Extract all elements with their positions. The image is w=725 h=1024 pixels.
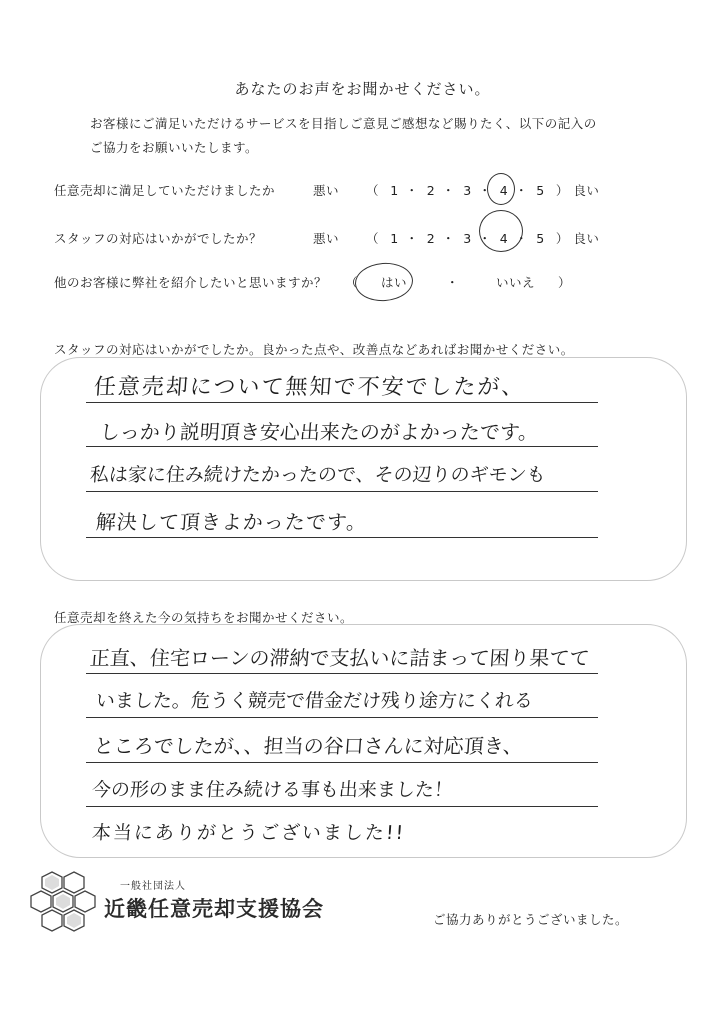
ruled-line (86, 446, 598, 447)
ruled-line (86, 491, 598, 492)
referral-close-paren: ） (557, 275, 571, 290)
rating-close-paren: ） (555, 231, 569, 246)
rating-option[interactable]: 2 (426, 183, 436, 198)
rating-open-paren: （ (365, 231, 379, 246)
section1-label: スタッフの対応はいかがでしたか。良かった点や、改善点などあればお聞かせください。 (54, 342, 574, 357)
rating-option[interactable]: 4 (499, 183, 509, 198)
question-referral: 他のお客様に弊社を紹介したいと思いますか？ (54, 275, 328, 290)
handwritten-line: しっかり説明頂き安心出来たのがよかったです。 (99, 420, 540, 444)
rating-satisfaction: 悪い （ 1 ・ 2 ・ 3 ・ 4 ・ 5 ） 良い (313, 183, 600, 198)
rating-option[interactable]: 2 (426, 231, 436, 246)
ruled-line (86, 717, 598, 718)
ruled-line (86, 806, 598, 807)
handwritten-line: 今の形のまま住み続ける事も出来ました！ (91, 779, 454, 801)
rating-option[interactable]: 1 (390, 231, 399, 246)
intro-line-1: お客様にご満足いただけるサービスを目指しご意見ご感想など賜りたく、以下の記入の (90, 116, 597, 131)
question-satisfaction: 任意売却に満足していただけましたか (54, 183, 276, 198)
intro-line-2: ご協力をお願いいたします。 (90, 140, 259, 155)
ruled-line (86, 402, 598, 403)
org-type: 一般社団法人 (120, 881, 186, 892)
rating-high-label: 良い (573, 231, 600, 246)
referral-open-paren: （ (345, 275, 359, 290)
handwritten-line: 任意売却について無知で不安でしたが、 (92, 375, 527, 400)
rating-option[interactable]: 4 (499, 231, 509, 246)
selection-circle (354, 261, 415, 303)
referral-yes[interactable]: はい (380, 275, 407, 290)
rating-close-paren: ） (555, 183, 569, 198)
ruled-line (86, 673, 598, 674)
handwritten-line: 解決して頂きよかったです。 (95, 510, 369, 534)
org-name: 近畿任意売却支援協会 (104, 897, 324, 921)
rating-option-selected[interactable]: 5 (536, 183, 545, 198)
ruled-line (86, 762, 598, 763)
footer-thanks: ご協力ありがとうございました。 (433, 912, 629, 927)
question-staff: スタッフの対応はいかがでしたか？ (54, 231, 263, 246)
handwritten-line: いました。危うく競売で借金だけ残り途方にくれる (95, 690, 534, 712)
rating-option[interactable]: 3 (463, 183, 472, 198)
rating-option-selected[interactable]: 5 (536, 231, 545, 246)
referral-dot: ・ (445, 275, 459, 290)
rating-option[interactable]: 1 (390, 183, 399, 198)
intro-text (90, 112, 650, 160)
page-title: あなたのお声をお聞かせください。 (234, 80, 491, 98)
rating-staff: 悪い （ 1 ・ 2 ・ 3 ・ 4 ・ 5 ） 良い (313, 231, 600, 246)
handwritten-line: 本当にありがとうございました!! (91, 822, 406, 844)
section2-label: 任意売却を終えた今の気持ちをお聞かせください。 (54, 610, 354, 625)
rating-low-label: 悪い (313, 183, 340, 198)
handwritten-line: 私は家に住み続けたかったので、その辺りのギモンも (89, 464, 547, 486)
handwritten-line: 正直、住宅ローンの滞納で支払いに詰まって困り果てて (89, 646, 591, 670)
referral-no[interactable]: いいえ (495, 275, 535, 290)
handwritten-line: ところでしたが、、担当の谷口さんに対応頂き、 (93, 734, 524, 758)
rating-open-paren: （ (365, 183, 379, 198)
selection-circle (479, 210, 523, 252)
rating-low-label: 悪い (313, 231, 340, 246)
honeycomb-logo-icon (30, 868, 96, 934)
selection-circle (487, 173, 515, 205)
rating-high-label: 良い (573, 183, 600, 198)
rating-option[interactable]: 3 (463, 231, 472, 246)
ruled-line (86, 537, 598, 538)
